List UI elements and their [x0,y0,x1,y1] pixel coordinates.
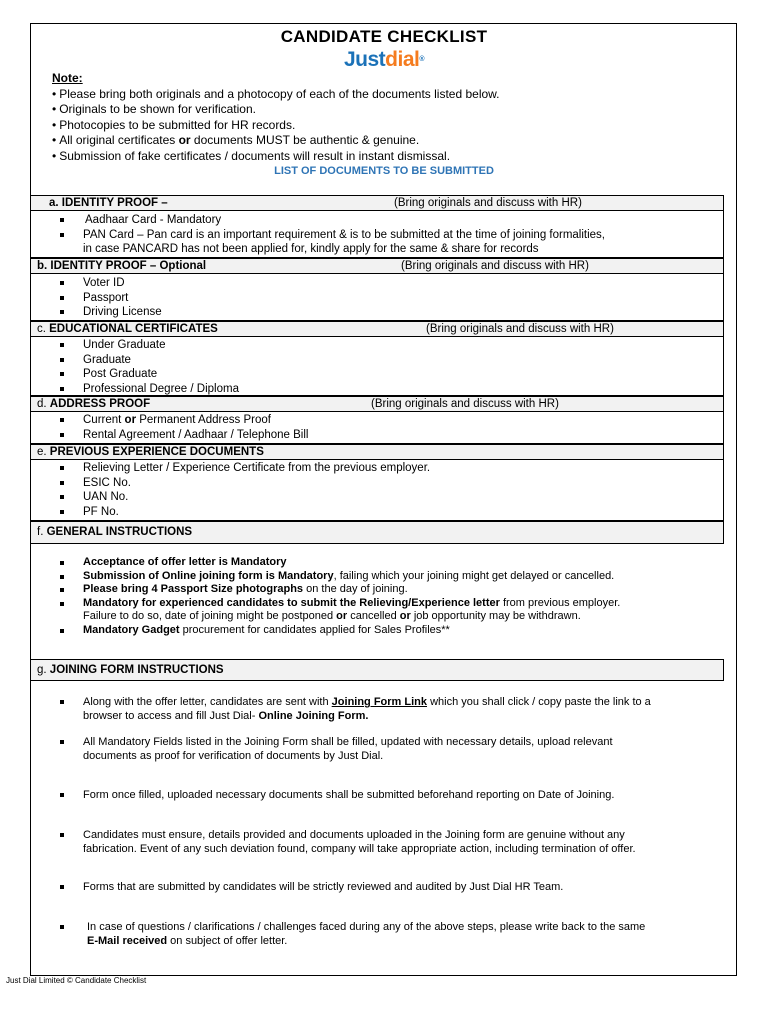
list-item: Under Graduate [57,338,239,353]
section-a-header: a. IDENTITY PROOF – (Bring originals and discuss with HR) [30,195,724,211]
page-title: CANDIDATE CHECKLIST [280,27,488,46]
note-line: • All original certificates or documents MUST be authentic & genuine. [52,133,500,149]
footer-text: Just Dial Limited © Candidate Checklist [6,976,147,985]
list-item: UAN No. [57,490,430,505]
note-line: • Originals to be shown for verification. [52,102,500,118]
section-b-list [57,276,162,320]
note-line: • Photocopies to be submitted for HR records. [52,118,500,134]
list-item: Please bring 4 Passport Size photographs on the day of joining. [57,583,620,597]
note-line: • Submission of fake certificates / documents will result in instant dismissal. [52,149,500,165]
section-f-header: f. GENERAL INSTRUCTIONS [30,521,724,544]
list-item: Driving License [57,305,162,320]
note-block [52,71,500,164]
list-item-continuation: Failure to do so, date of joining might be postponed or cancelled or job opportunity may be withdrawn. [83,610,581,623]
list-item: Relieving Letter / Experience Certificate from the previous employer. [57,461,430,476]
joining-item: Along with the offer letter, candidates are sent with Joining Form Link which you shall click / copy paste the link to a browser to access and fill Just Dial- Online Joining Form. [57,695,737,723]
joining-item: In case of questions / clarifications / challenges faced during any of the above steps, please write back to the same E-Mail received on subject of offer letter. [57,920,737,948]
list-item: Rental Agreement / Aadhaar / Telephone Bill [57,428,308,443]
list-item: Mandatory Gadget procurement for candidates applied for Sales Profiles** [57,624,620,638]
list-item: Mandatory for experienced candidates to submit the Relieving/Experience letter from previous employer. [57,597,620,611]
section-d-header: d. ADDRESS PROOF (Bring originals and discuss with HR) [30,396,724,412]
section-e-list [57,461,430,519]
note-label: Note: [52,71,83,85]
joining-item: All Mandatory Fields listed in the Joining Form shall be filled, updated with necessary details, upload relevant documents as proof for verification of documents by Just Dial. [57,735,737,763]
joining-form-link[interactable]: Joining Form Link [331,696,428,708]
list-item: Voter ID [57,276,162,291]
section-a-list [57,213,605,257]
section-e-header: e. PREVIOUS EXPERIENCE DOCUMENTS [30,444,724,460]
note-line: • Please bring both originals and a photocopy of each of the documents listed below. [52,87,500,103]
list-item: Submission of Online joining form is Mandatory, failing which your joining might get delayed or cancelled. [57,570,620,584]
joining-item: Forms that are submitted by candidates will be strictly reviewed and audited by Just Dial HR Team. [57,880,737,894]
joining-item: Candidates must ensure, details provided and documents uploaded in the Joining form are genuine without any fabrication. Event of any such deviation found, company will take appropriate action, including termination of offer. [57,828,737,856]
list-item: Passport [57,291,162,306]
list-item: Current or Permanent Address Proof [57,413,308,428]
joining-item: Form once filled, uploaded necessary documents shall be submitted beforehand reporting on Date of Joining. [57,788,737,802]
list-item: Acceptance of offer letter is Mandatory [57,556,620,570]
justdial-logo: Justdial® [343,48,425,71]
list-item-continuation: in case PANCARD has not been applied for, kindly apply for the same & share for records [83,243,539,256]
section-c-header: c. EDUCATIONAL CERTIFICATES (Bring originals and discuss with HR) [30,321,724,337]
list-heading: LIST OF DOCUMENTS TO BE SUBMITTED [274,165,494,177]
list-item: PAN Card – Pan card is an important requirement & is to be submitted at the time of joining formalities, [57,228,605,243]
list-item: Professional Degree / Diploma [57,382,239,397]
list-item: Post Graduate [57,367,239,382]
list-item: Aadhaar Card - Mandatory [57,213,605,228]
list-item: PF No. [57,505,430,520]
list-item: Graduate [57,353,239,368]
section-g-header: g. JOINING FORM INSTRUCTIONS [30,659,724,681]
section-d-list [57,413,308,442]
section-c-list [57,338,239,396]
section-b-header: b. IDENTITY PROOF – Optional (Bring originals and discuss with HR) [30,258,724,274]
list-item: ESIC No. [57,476,430,491]
general-instructions-list [57,556,620,638]
